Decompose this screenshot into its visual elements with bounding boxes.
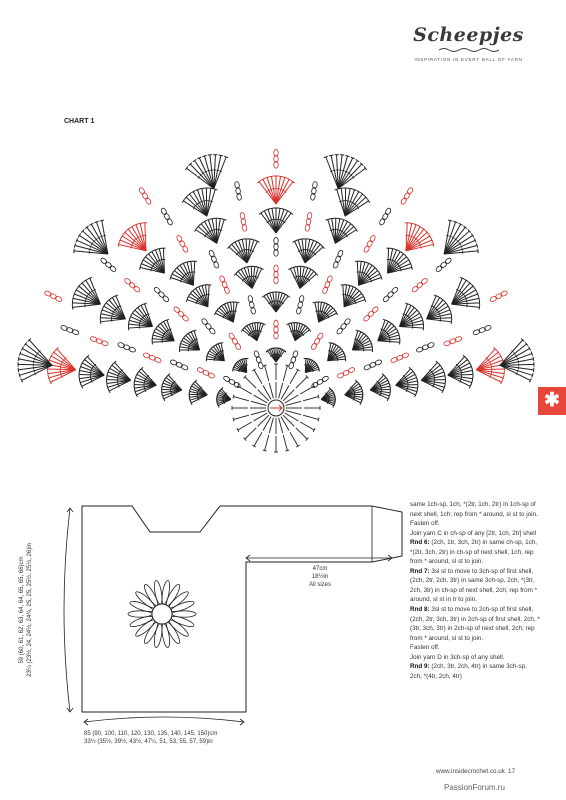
length-note: All sizes (308, 582, 331, 588)
width-metric: 85 (90, 100, 110, 120, 130, 135, 140, 145, 150)cm (84, 731, 218, 737)
stitch-fan (370, 374, 390, 401)
watermark: PassionForum.ru (444, 783, 505, 792)
section-tab-icon: ✱ (538, 387, 566, 415)
stitch-fan (444, 220, 478, 254)
page-number: 17 (507, 768, 515, 775)
stitch-fan (18, 339, 52, 383)
height-imperial: 23¼ (23½, 24, 24½, 24¾, 25, 25, 25½, 25½, 26)in (27, 543, 33, 677)
stitch-fan (266, 348, 286, 362)
stitch-fan (452, 277, 480, 309)
stitch-fan (107, 361, 131, 393)
stitch-fan (286, 323, 310, 341)
stitch-fan (421, 361, 445, 393)
instruction-line: same 1ch-sp, 1ch, *(2tr, 1ch, 2tr) in 1ch-sp of next shell, 1ch; rep from * around, sl st to join. (410, 501, 538, 518)
pattern-instructions (410, 500, 540, 681)
stitch-fan (427, 295, 452, 324)
stitch-fan (257, 176, 294, 204)
stitch-fan (262, 292, 290, 312)
stitch-fan (206, 343, 224, 362)
stitch-fan (72, 277, 100, 309)
stitch-fan (241, 323, 265, 341)
stitch-fan (405, 223, 434, 251)
brand-tagline: INSPIRATION IN EVERY BALL OF YARN (414, 57, 523, 62)
width-imperial: 33½ (35½, 39½, 43½, 47¼, 51, 53, 55, 57, 59)in (84, 739, 213, 745)
instruction-line: Fasten off. (410, 520, 440, 528)
length-label (300, 565, 340, 589)
stitch-fan (500, 339, 534, 383)
instruction-line: Join yarn C in ch-sp of any [2tr, 1ch, 2tr] shell (410, 529, 536, 537)
instruction-line: Rnd 6: (2ch, 1tr, 3ch, 2tr) in same ch-sp, 1ch, *(2tr, 3ch, 2tr) in ch-sp of next shell, 1ch; rep from * around, sl st to join. (410, 539, 538, 566)
stitch-fan (386, 248, 412, 273)
stitch-fan (335, 188, 370, 216)
stitch-fan (195, 218, 227, 243)
stitch-fan (74, 220, 108, 254)
brand-name: Scheepjes (413, 24, 524, 46)
instruction-line: Fasten off. (410, 644, 440, 652)
stitch-fan (128, 303, 152, 330)
stitch-fan (326, 218, 358, 243)
length-metric: 47cm (312, 566, 328, 572)
instruction-line: Rnd 9: (2ch, 3tr, 2ch, 4tr) in same 3ch-sp, 2ch, *(4tr, 2ch, 4tr) (410, 663, 527, 680)
chart-title: CHART 1 (64, 118, 95, 125)
stitch-fan (228, 239, 260, 263)
stitch-fan (355, 261, 382, 285)
stitch-fan (185, 155, 228, 189)
stitch-fan (293, 239, 325, 263)
instruction-line: Rnd 8: 3sl st to move to 2ch-sp of first shell, (2ch, 2tr, 3ch, 3tr) in 2ch-sp of first shell, 2ch, *(3tr, 3ch, 3tr) in 2ch-sp of next shell, 2ch; rep from * around, sl st to join. (410, 606, 540, 642)
stitch-fan (313, 302, 338, 322)
stitch-fan (152, 319, 174, 344)
stitch-fan (396, 367, 418, 397)
stitch-fan (378, 319, 400, 344)
stitch-fan (233, 358, 249, 372)
stitch-fan (189, 380, 207, 405)
sweater-schematic (64, 506, 402, 725)
stitch-fan (217, 387, 231, 407)
instruction-line: Join yarn D in 3ch-sp of any shell. (410, 653, 505, 661)
height-label (18, 490, 34, 730)
stitch-fan (118, 223, 147, 251)
stitch-fan (448, 355, 473, 388)
stitch-fan (186, 285, 211, 307)
stitch-fan (400, 303, 424, 330)
width-label (84, 730, 217, 746)
stitch-fan (345, 380, 363, 405)
stitch-fan (182, 188, 217, 216)
stitch-fan (179, 330, 199, 352)
stitch-fan (134, 367, 156, 397)
stitch-fan (162, 374, 182, 401)
page-footer (436, 768, 515, 775)
stitch-fan (324, 155, 367, 189)
centre-motif (232, 364, 320, 452)
stitch-fan (321, 387, 335, 407)
footer-url: www.insidecrochet.co.uk (436, 768, 505, 775)
stitch-fan (352, 330, 372, 352)
stitch-fan (140, 248, 166, 273)
stitch-fan (79, 355, 104, 388)
instruction-line: Rnd 7: 3sl st to move to 3ch-sp of first shell, (2ch, 2tr, 2ch, 3tr) in same 3ch-sp, 2ch, *(3tr, 2ch, 3tr) in ch-sp of next shell, 2ch; rep from * around, sl st in tr to join. (410, 567, 538, 604)
length-imperial: 18½in (311, 574, 329, 580)
stitch-fan (259, 208, 293, 233)
stitch-fan (170, 261, 197, 285)
stitch-fan (304, 358, 320, 372)
stitch-fan (234, 266, 264, 288)
stitch-fan (100, 295, 125, 324)
stitch-fan (328, 343, 346, 362)
stitch-fan (214, 302, 239, 322)
height-metric: 59 (60, 61, 62, 63, 64, 64, 65, 65, 66)cm (19, 556, 25, 664)
stitch-fan (288, 266, 318, 288)
stitch-fan (341, 285, 366, 307)
